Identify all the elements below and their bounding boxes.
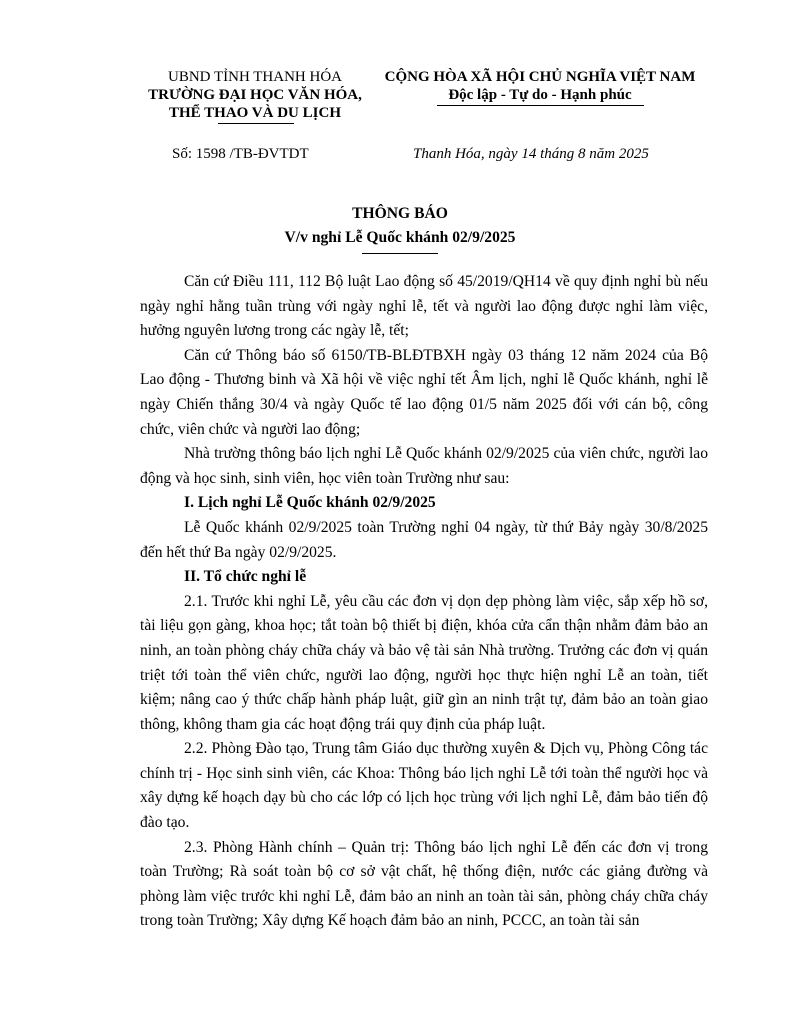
document-reference-number: Số: 1598 /TB-ĐVTDT (172, 146, 309, 162)
section-2-heading: II. Tổ chức nghỉ lễ (184, 568, 307, 586)
section-1-text: Lễ Quốc khánh 02/9/2025 toàn Trường nghỉ 04 ngày, từ thứ Bảy ngày 30/8/2025 đến hết thứ Ba ngày 02/9/2025. (140, 518, 708, 561)
motto-underline (437, 105, 644, 106)
item-2-3: 2.3. Phòng Hành chính – Quản trị: Thông báo lịch nghỉ Lễ đến các đơn vị trong toàn Trường; Rà soát toàn bộ cơ sở vật chất, hệ thống điện, nước các giảng đường và phòng làm việc trước khi nghỉ Lễ, đảm bảo an ninh an toàn tài sản, phòng cháy chữa cháy trong toàn Trường; Xây dựng Kế hoạch đảm bảo an ninh, PCCC, an toàn tài sản (140, 838, 708, 930)
authority-name-line1: TRƯỜNG ĐẠI HỌC VĂN HÓA, (148, 87, 362, 103)
issuing-authority (130, 68, 380, 122)
item-2-1: 2.1. Trước khi nghỉ Lễ, yêu cầu các đơn vị dọn dẹp phòng làm việc, sắp xếp hồ sơ, tài liệu gọn gàng, khoa học; tắt toàn bộ thiết bị điện, khóa cửa cẩn thận nhằm đảm bảo an ninh, an toàn phòng cháy chữa cháy và bảo vệ tài sản Nhà trường. Trưởng các đơn vị quán triệt tới toàn thể viên chức, người lao động, người học thực hiện nghỉ Lễ an toàn, tiết kiệm; nâng cao ý thức chấp hành pháp luật, giữ gìn an ninh trật tự, đảm bảo an toàn giao thông, không tham gia các hoạt động trái quy định của pháp luật. (140, 592, 708, 733)
national-motto (382, 68, 698, 104)
item-2-2: 2.2. Phòng Đào tạo, Trung tâm Giáo dục thường xuyên & Dịch vụ, Phòng Công tác chính trị - Học sinh sinh viên, các Khoa: Thông báo lịch nghỉ Lễ tới toàn thể người học và xây dựng kế hoạch dạy bù cho các lớp có lịch học trùng với lịch nghỉ Lễ, đảm bảo tiến độ đào tạo. (140, 740, 708, 832)
motto: Độc lập - Tự do - Hạnh phúc (448, 87, 632, 103)
document-subject: V/v nghỉ Lễ Quốc khánh 02/9/2025 (284, 229, 516, 246)
authority-underline (218, 123, 294, 124)
subject-underline (362, 253, 438, 254)
section-1-heading: I. Lịch nghỉ Lễ Quốc khánh 02/9/2025 (184, 494, 436, 512)
authority-name-line2: THỂ THAO VÀ DU LỊCH (169, 105, 341, 121)
document-dateline: Thanh Hóa, ngày 14 tháng 8 năm 2025 (413, 146, 649, 162)
legal-basis-paragraph-2: Căn cứ Thông báo số 6150/TB-BLĐTBXH ngày 03 tháng 12 năm 2024 của Bộ Lao động - Thương binh và Xã hội về việc nghỉ tết Âm lịch, nghỉ lễ Quốc khánh, nghỉ lễ ngày Chiến thắng 30/4 và ngày Quốc tế lao động 01/5 năm 2025 đối với cán bộ, công chức, viên chức và người lao động; (140, 346, 708, 438)
announcement-paragraph: Nhà trường thông báo lịch nghỉ Lễ Quốc khánh 02/9/2025 của viên chức, người lao động và học sinh, sinh viên, học viên toàn Trường như sau: (140, 445, 708, 487)
document-body (140, 270, 708, 934)
legal-basis-paragraph-1: Căn cứ Điều 111, 112 Bộ luật Lao động số 45/2019/QH14 về quy định nghỉ bù nếu ngày nghỉ hằng tuần trùng với ngày nghỉ lễ, tết và người lao động được nghỉ làm việc, hưởng nguyên lương trong các ngày lễ, tết; (140, 273, 708, 340)
country-name: CỘNG HÒA XÃ HỘI CHỦ NGHĨA VIỆT NAM (384, 69, 696, 85)
document-title: THÔNG BÁO (352, 205, 448, 222)
authority-parent: UBND TỈNH THANH HÓA (167, 69, 343, 85)
